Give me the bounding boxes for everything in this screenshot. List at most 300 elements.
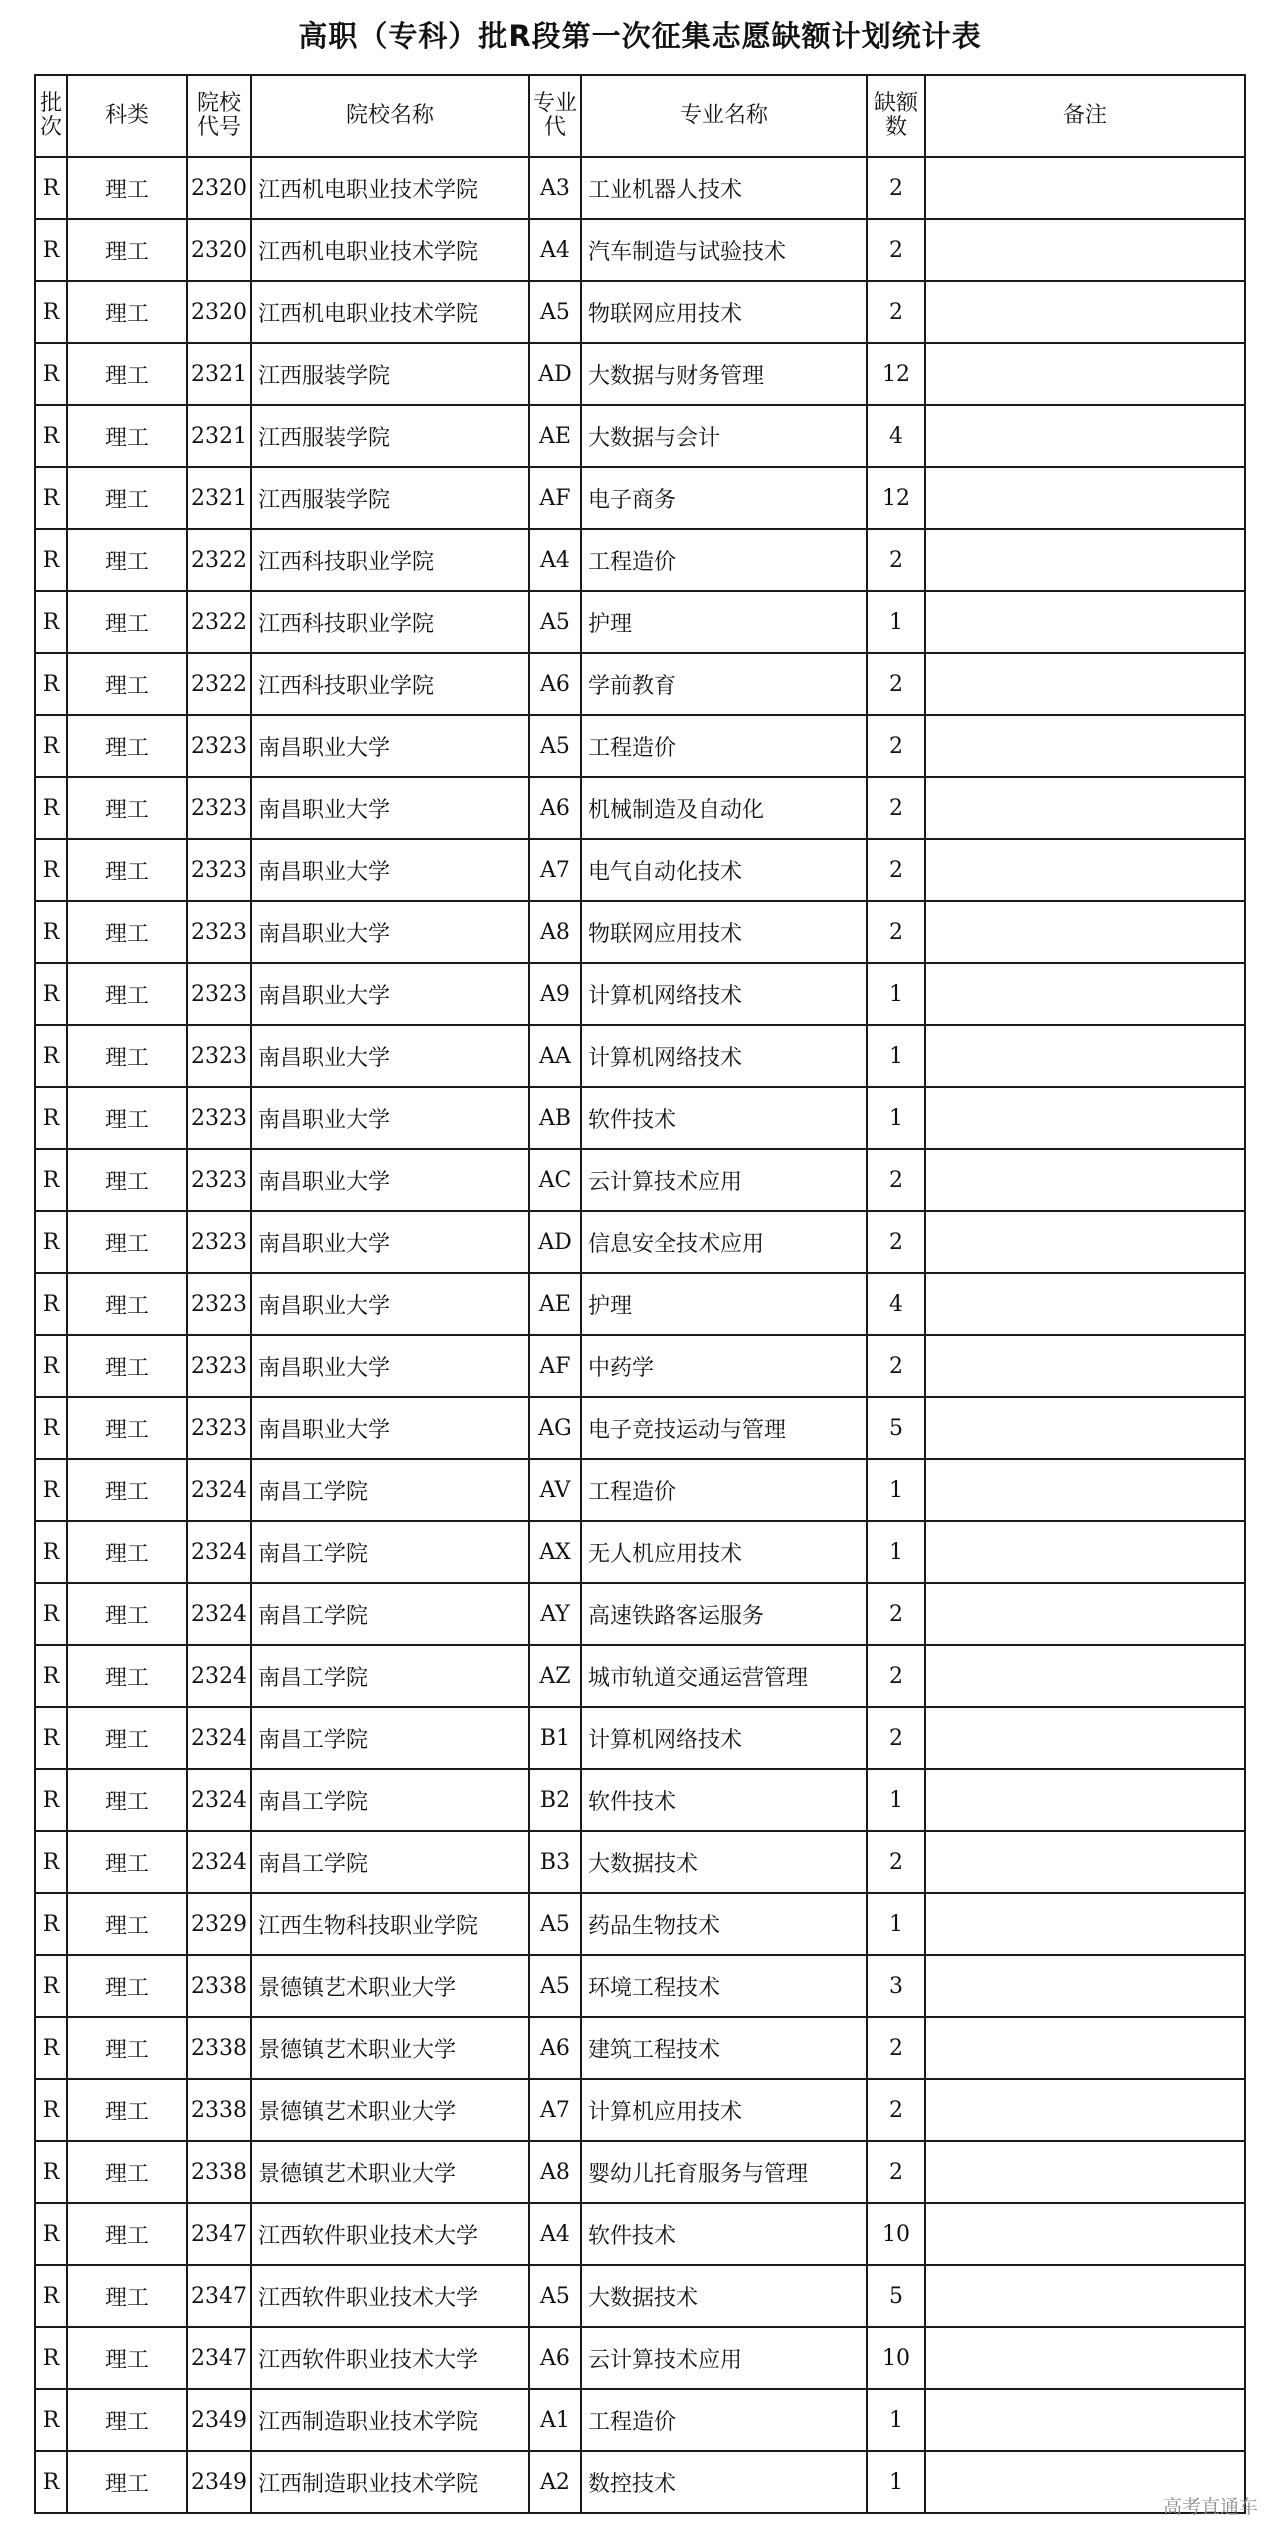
cell-major-code: AE bbox=[529, 1273, 581, 1335]
cell-note bbox=[925, 2327, 1245, 2389]
cell-batch: R bbox=[35, 1831, 67, 1893]
cell-school-code: 2322 bbox=[187, 529, 251, 591]
cell-school-code: 2324 bbox=[187, 1521, 251, 1583]
cell-major-code: A9 bbox=[529, 963, 581, 1025]
cell-major-code: A7 bbox=[529, 839, 581, 901]
cell-school-code: 2323 bbox=[187, 777, 251, 839]
header-school-name: 院校名称 bbox=[251, 75, 529, 157]
cell-category: 理工 bbox=[67, 1087, 187, 1149]
header-major-code: 专业代 bbox=[529, 75, 581, 157]
cell-major-code: AE bbox=[529, 405, 581, 467]
cell-category: 理工 bbox=[67, 1459, 187, 1521]
cell-quota: 1 bbox=[867, 1025, 925, 1087]
cell-major-name: 电子竞技运动与管理 bbox=[581, 1397, 867, 1459]
cell-note bbox=[925, 1149, 1245, 1211]
cell-batch: R bbox=[35, 1273, 67, 1335]
table-row bbox=[35, 653, 1245, 715]
cell-quota: 1 bbox=[867, 1769, 925, 1831]
cell-major-name: 数控技术 bbox=[581, 2451, 867, 2513]
cell-note bbox=[925, 1211, 1245, 1273]
cell-category: 理工 bbox=[67, 1831, 187, 1893]
cell-major-name: 物联网应用技术 bbox=[581, 901, 867, 963]
cell-major-name: 无人机应用技术 bbox=[581, 1521, 867, 1583]
cell-batch: R bbox=[35, 1025, 67, 1087]
cell-batch: R bbox=[35, 2017, 67, 2079]
cell-category: 理工 bbox=[67, 1583, 187, 1645]
table-row bbox=[35, 2451, 1245, 2513]
cell-major-code: A8 bbox=[529, 901, 581, 963]
cell-major-name: 汽车制造与试验技术 bbox=[581, 219, 867, 281]
table-row bbox=[35, 2327, 1245, 2389]
cell-batch: R bbox=[35, 219, 67, 281]
cell-school-name: 江西软件职业技术大学 bbox=[251, 2265, 529, 2327]
cell-note bbox=[925, 1707, 1245, 1769]
cell-school-code: 2338 bbox=[187, 2079, 251, 2141]
cell-major-code: B2 bbox=[529, 1769, 581, 1831]
cell-school-code: 2329 bbox=[187, 1893, 251, 1955]
cell-school-code: 2338 bbox=[187, 2017, 251, 2079]
table-row bbox=[35, 2203, 1245, 2265]
cell-major-code: AV bbox=[529, 1459, 581, 1521]
cell-quota: 2 bbox=[867, 1707, 925, 1769]
cell-quota: 3 bbox=[867, 1955, 925, 2017]
cell-category: 理工 bbox=[67, 467, 187, 529]
cell-category: 理工 bbox=[67, 1521, 187, 1583]
cell-quota: 2 bbox=[867, 1831, 925, 1893]
cell-major-name: 计算机应用技术 bbox=[581, 2079, 867, 2141]
cell-note bbox=[925, 1955, 1245, 2017]
cell-quota: 2 bbox=[867, 157, 925, 219]
cell-note bbox=[925, 653, 1245, 715]
cell-batch: R bbox=[35, 1149, 67, 1211]
cell-note bbox=[925, 219, 1245, 281]
cell-major-code: AC bbox=[529, 1149, 581, 1211]
cell-batch: R bbox=[35, 653, 67, 715]
cell-quota: 2 bbox=[867, 2017, 925, 2079]
cell-batch: R bbox=[35, 715, 67, 777]
header-quota: 缺额数 bbox=[867, 75, 925, 157]
cell-school-code: 2338 bbox=[187, 2141, 251, 2203]
cell-major-code: AX bbox=[529, 1521, 581, 1583]
cell-category: 理工 bbox=[67, 1273, 187, 1335]
cell-school-code: 2322 bbox=[187, 653, 251, 715]
table-row bbox=[35, 777, 1245, 839]
cell-batch: R bbox=[35, 1769, 67, 1831]
cell-batch: R bbox=[35, 777, 67, 839]
cell-school-code: 2323 bbox=[187, 1335, 251, 1397]
cell-major-name: 大数据与财务管理 bbox=[581, 343, 867, 405]
cell-school-code: 2349 bbox=[187, 2451, 251, 2513]
cell-batch: R bbox=[35, 2079, 67, 2141]
cell-major-name: 软件技术 bbox=[581, 1769, 867, 1831]
page-title: 高职（专科）批R段第一次征集志愿缺额计划统计表 bbox=[298, 19, 982, 53]
table-row bbox=[35, 963, 1245, 1025]
cell-quota: 2 bbox=[867, 1645, 925, 1707]
cell-major-name: 机械制造及自动化 bbox=[581, 777, 867, 839]
cell-school-code: 2323 bbox=[187, 839, 251, 901]
cell-category: 理工 bbox=[67, 1025, 187, 1087]
cell-category: 理工 bbox=[67, 2451, 187, 2513]
cell-batch: R bbox=[35, 963, 67, 1025]
table-row bbox=[35, 1831, 1245, 1893]
cell-school-name: 南昌职业大学 bbox=[251, 1149, 529, 1211]
cell-quota: 2 bbox=[867, 1335, 925, 1397]
cell-school-name: 南昌职业大学 bbox=[251, 901, 529, 963]
cell-school-code: 2321 bbox=[187, 467, 251, 529]
cell-category: 理工 bbox=[67, 1893, 187, 1955]
cell-category: 理工 bbox=[67, 343, 187, 405]
cell-major-name: 信息安全技术应用 bbox=[581, 1211, 867, 1273]
cell-school-name: 江西科技职业学院 bbox=[251, 591, 529, 653]
cell-school-name: 南昌职业大学 bbox=[251, 1335, 529, 1397]
cell-category: 理工 bbox=[67, 2141, 187, 2203]
cell-category: 理工 bbox=[67, 901, 187, 963]
cell-category: 理工 bbox=[67, 1955, 187, 2017]
cell-school-code: 2338 bbox=[187, 1955, 251, 2017]
cell-category: 理工 bbox=[67, 1211, 187, 1273]
cell-major-code: B3 bbox=[529, 1831, 581, 1893]
cell-major-code: B1 bbox=[529, 1707, 581, 1769]
cell-batch: R bbox=[35, 2265, 67, 2327]
cell-school-name: 南昌职业大学 bbox=[251, 963, 529, 1025]
cell-major-code: A1 bbox=[529, 2389, 581, 2451]
table-row bbox=[35, 1211, 1245, 1273]
cell-school-name: 江西机电职业技术学院 bbox=[251, 157, 529, 219]
cell-category: 理工 bbox=[67, 405, 187, 467]
cell-school-name: 南昌工学院 bbox=[251, 1831, 529, 1893]
cell-quota: 2 bbox=[867, 1211, 925, 1273]
cell-note bbox=[925, 1459, 1245, 1521]
cell-major-name: 云计算技术应用 bbox=[581, 1149, 867, 1211]
cell-major-name: 计算机网络技术 bbox=[581, 1025, 867, 1087]
cell-note bbox=[925, 1583, 1245, 1645]
cell-major-code: AA bbox=[529, 1025, 581, 1087]
cell-major-name: 软件技术 bbox=[581, 2203, 867, 2265]
cell-school-code: 2320 bbox=[187, 281, 251, 343]
cell-note bbox=[925, 1335, 1245, 1397]
cell-batch: R bbox=[35, 529, 67, 591]
cell-batch: R bbox=[35, 281, 67, 343]
cell-school-code: 2323 bbox=[187, 1087, 251, 1149]
cell-batch: R bbox=[35, 1583, 67, 1645]
cell-school-code: 2347 bbox=[187, 2327, 251, 2389]
cell-major-code: AG bbox=[529, 1397, 581, 1459]
cell-category: 理工 bbox=[67, 2203, 187, 2265]
cell-school-code: 2323 bbox=[187, 901, 251, 963]
cell-quota: 5 bbox=[867, 1397, 925, 1459]
table-row bbox=[35, 901, 1245, 963]
cell-school-code: 2324 bbox=[187, 1707, 251, 1769]
cell-quota: 1 bbox=[867, 2451, 925, 2513]
cell-major-name: 护理 bbox=[581, 591, 867, 653]
cell-school-name: 南昌职业大学 bbox=[251, 715, 529, 777]
cell-note bbox=[925, 157, 1245, 219]
cell-school-name: 南昌职业大学 bbox=[251, 1087, 529, 1149]
cell-quota: 2 bbox=[867, 219, 925, 281]
table-row bbox=[35, 1273, 1245, 1335]
cell-school-name: 景德镇艺术职业大学 bbox=[251, 1955, 529, 2017]
cell-major-code: AZ bbox=[529, 1645, 581, 1707]
cell-category: 理工 bbox=[67, 157, 187, 219]
cell-school-code: 2323 bbox=[187, 1211, 251, 1273]
cell-note bbox=[925, 1831, 1245, 1893]
cell-quota: 2 bbox=[867, 2141, 925, 2203]
cell-note bbox=[925, 1645, 1245, 1707]
cell-school-name: 江西服装学院 bbox=[251, 343, 529, 405]
table-row bbox=[35, 715, 1245, 777]
cell-category: 理工 bbox=[67, 1707, 187, 1769]
cell-school-name: 景德镇艺术职业大学 bbox=[251, 2079, 529, 2141]
cell-note bbox=[925, 467, 1245, 529]
cell-quota: 12 bbox=[867, 343, 925, 405]
cell-major-name: 工程造价 bbox=[581, 529, 867, 591]
cell-major-code: AF bbox=[529, 467, 581, 529]
table-row bbox=[35, 1893, 1245, 1955]
table-row bbox=[35, 1025, 1245, 1087]
cell-major-code: AD bbox=[529, 1211, 581, 1273]
cell-category: 理工 bbox=[67, 777, 187, 839]
cell-batch: R bbox=[35, 1707, 67, 1769]
cell-school-name: 江西服装学院 bbox=[251, 405, 529, 467]
cell-school-name: 景德镇艺术职业大学 bbox=[251, 2141, 529, 2203]
cell-quota: 1 bbox=[867, 2389, 925, 2451]
cell-major-name: 电子商务 bbox=[581, 467, 867, 529]
cell-note bbox=[925, 2389, 1245, 2451]
cell-note bbox=[925, 591, 1245, 653]
cell-major-name: 电气自动化技术 bbox=[581, 839, 867, 901]
cell-category: 理工 bbox=[67, 2389, 187, 2451]
cell-batch: R bbox=[35, 1211, 67, 1273]
cell-category: 理工 bbox=[67, 1645, 187, 1707]
cell-note bbox=[925, 1521, 1245, 1583]
cell-school-name: 江西机电职业技术学院 bbox=[251, 219, 529, 281]
cell-major-name: 工业机器人技术 bbox=[581, 157, 867, 219]
cell-batch: R bbox=[35, 1645, 67, 1707]
cell-major-code: A5 bbox=[529, 1893, 581, 1955]
cell-batch: R bbox=[35, 2327, 67, 2389]
cell-major-name: 大数据技术 bbox=[581, 1831, 867, 1893]
cell-school-name: 南昌工学院 bbox=[251, 1459, 529, 1521]
cell-category: 理工 bbox=[67, 2265, 187, 2327]
cell-school-name: 南昌工学院 bbox=[251, 1645, 529, 1707]
cell-major-code: A2 bbox=[529, 2451, 581, 2513]
cell-batch: R bbox=[35, 2141, 67, 2203]
cell-major-name: 计算机网络技术 bbox=[581, 1707, 867, 1769]
cell-note bbox=[925, 529, 1245, 591]
table-row bbox=[35, 1459, 1245, 1521]
table-row bbox=[35, 529, 1245, 591]
cell-quota: 4 bbox=[867, 1273, 925, 1335]
cell-batch: R bbox=[35, 901, 67, 963]
cell-category: 理工 bbox=[67, 1149, 187, 1211]
cell-major-name: 计算机网络技术 bbox=[581, 963, 867, 1025]
cell-batch: R bbox=[35, 1087, 67, 1149]
cell-school-code: 2323 bbox=[187, 963, 251, 1025]
cell-batch: R bbox=[35, 405, 67, 467]
cell-major-name: 城市轨道交通运营管理 bbox=[581, 1645, 867, 1707]
cell-note bbox=[925, 715, 1245, 777]
cell-major-code: AB bbox=[529, 1087, 581, 1149]
cell-quota: 2 bbox=[867, 901, 925, 963]
cell-school-name: 南昌职业大学 bbox=[251, 777, 529, 839]
cell-school-name: 南昌职业大学 bbox=[251, 839, 529, 901]
cell-school-code: 2349 bbox=[187, 2389, 251, 2451]
cell-batch: R bbox=[35, 839, 67, 901]
cell-quota: 2 bbox=[867, 715, 925, 777]
table-row bbox=[35, 2017, 1245, 2079]
cell-major-code: A6 bbox=[529, 777, 581, 839]
cell-batch: R bbox=[35, 1955, 67, 2017]
cell-note bbox=[925, 343, 1245, 405]
cell-major-name: 工程造价 bbox=[581, 2389, 867, 2451]
cell-note bbox=[925, 2017, 1245, 2079]
quota-table bbox=[34, 74, 1246, 2514]
table-row bbox=[35, 343, 1245, 405]
cell-note bbox=[925, 2079, 1245, 2141]
cell-school-name: 南昌职业大学 bbox=[251, 1211, 529, 1273]
cell-category: 理工 bbox=[67, 2017, 187, 2079]
cell-major-name: 云计算技术应用 bbox=[581, 2327, 867, 2389]
cell-batch: R bbox=[35, 343, 67, 405]
cell-school-name: 江西科技职业学院 bbox=[251, 653, 529, 715]
table-row bbox=[35, 1397, 1245, 1459]
cell-note bbox=[925, 405, 1245, 467]
cell-category: 理工 bbox=[67, 529, 187, 591]
cell-school-name: 江西软件职业技术大学 bbox=[251, 2203, 529, 2265]
cell-major-name: 工程造价 bbox=[581, 1459, 867, 1521]
header-row bbox=[35, 75, 1245, 157]
cell-school-name: 景德镇艺术职业大学 bbox=[251, 2017, 529, 2079]
cell-quota: 1 bbox=[867, 1087, 925, 1149]
cell-major-code: A6 bbox=[529, 2017, 581, 2079]
cell-category: 理工 bbox=[67, 2079, 187, 2141]
cell-major-code: A5 bbox=[529, 1955, 581, 2017]
cell-note bbox=[925, 1397, 1245, 1459]
table-row bbox=[35, 2141, 1245, 2203]
cell-school-code: 2324 bbox=[187, 1459, 251, 1521]
cell-school-name: 江西科技职业学院 bbox=[251, 529, 529, 591]
cell-school-code: 2322 bbox=[187, 591, 251, 653]
cell-note bbox=[925, 2265, 1245, 2327]
cell-school-name: 江西服装学院 bbox=[251, 467, 529, 529]
cell-quota: 1 bbox=[867, 1459, 925, 1521]
cell-quota: 2 bbox=[867, 529, 925, 591]
cell-major-name: 大数据与会计 bbox=[581, 405, 867, 467]
cell-school-name: 江西制造职业技术学院 bbox=[251, 2451, 529, 2513]
cell-quota: 10 bbox=[867, 2203, 925, 2265]
table-row bbox=[35, 1769, 1245, 1831]
cell-note bbox=[925, 1025, 1245, 1087]
table-row bbox=[35, 467, 1245, 529]
cell-quota: 10 bbox=[867, 2327, 925, 2389]
cell-major-name: 药品生物技术 bbox=[581, 1893, 867, 1955]
cell-school-code: 2320 bbox=[187, 219, 251, 281]
cell-school-name: 江西机电职业技术学院 bbox=[251, 281, 529, 343]
cell-category: 理工 bbox=[67, 1769, 187, 1831]
cell-school-code: 2323 bbox=[187, 1397, 251, 1459]
cell-school-code: 2321 bbox=[187, 343, 251, 405]
table-row bbox=[35, 1583, 1245, 1645]
cell-major-name: 学前教育 bbox=[581, 653, 867, 715]
cell-category: 理工 bbox=[67, 219, 187, 281]
cell-batch: R bbox=[35, 2389, 67, 2451]
cell-batch: R bbox=[35, 1893, 67, 1955]
cell-school-code: 2324 bbox=[187, 1583, 251, 1645]
cell-school-name: 南昌工学院 bbox=[251, 1583, 529, 1645]
cell-category: 理工 bbox=[67, 715, 187, 777]
cell-quota: 5 bbox=[867, 2265, 925, 2327]
cell-school-name: 南昌职业大学 bbox=[251, 1273, 529, 1335]
header-batch: 批次 bbox=[35, 75, 67, 157]
cell-major-name: 高速铁路客运服务 bbox=[581, 1583, 867, 1645]
cell-batch: R bbox=[35, 591, 67, 653]
cell-quota: 2 bbox=[867, 2079, 925, 2141]
cell-school-code: 2323 bbox=[187, 1025, 251, 1087]
cell-note bbox=[925, 1769, 1245, 1831]
cell-school-name: 南昌工学院 bbox=[251, 1769, 529, 1831]
cell-quota: 12 bbox=[867, 467, 925, 529]
cell-batch: R bbox=[35, 2451, 67, 2513]
cell-quota: 2 bbox=[867, 281, 925, 343]
cell-quota: 2 bbox=[867, 839, 925, 901]
cell-quota: 4 bbox=[867, 405, 925, 467]
cell-note bbox=[925, 901, 1245, 963]
cell-category: 理工 bbox=[67, 653, 187, 715]
cell-category: 理工 bbox=[67, 1335, 187, 1397]
cell-major-code: AF bbox=[529, 1335, 581, 1397]
cell-major-name: 环境工程技术 bbox=[581, 1955, 867, 2017]
cell-batch: R bbox=[35, 1397, 67, 1459]
cell-major-code: AD bbox=[529, 343, 581, 405]
cell-major-name: 中药学 bbox=[581, 1335, 867, 1397]
cell-school-name: 南昌工学院 bbox=[251, 1521, 529, 1583]
cell-major-code: AY bbox=[529, 1583, 581, 1645]
cell-quota: 2 bbox=[867, 777, 925, 839]
watermark-text: 高考直通车 bbox=[1162, 2496, 1258, 2518]
cell-quota: 1 bbox=[867, 1521, 925, 1583]
cell-major-name: 大数据技术 bbox=[581, 2265, 867, 2327]
cell-major-name: 建筑工程技术 bbox=[581, 2017, 867, 2079]
cell-school-code: 2347 bbox=[187, 2265, 251, 2327]
table-row bbox=[35, 1645, 1245, 1707]
cell-major-name: 物联网应用技术 bbox=[581, 281, 867, 343]
cell-category: 理工 bbox=[67, 1397, 187, 1459]
table-row bbox=[35, 2389, 1245, 2451]
cell-batch: R bbox=[35, 467, 67, 529]
cell-school-code: 2323 bbox=[187, 715, 251, 777]
table-row bbox=[35, 1707, 1245, 1769]
cell-note bbox=[925, 1087, 1245, 1149]
cell-school-name: 南昌工学院 bbox=[251, 1707, 529, 1769]
table-row bbox=[35, 1955, 1245, 2017]
cell-quota: 2 bbox=[867, 653, 925, 715]
cell-quota: 1 bbox=[867, 591, 925, 653]
cell-batch: R bbox=[35, 1459, 67, 1521]
cell-major-name: 工程造价 bbox=[581, 715, 867, 777]
cell-category: 理工 bbox=[67, 591, 187, 653]
cell-category: 理工 bbox=[67, 281, 187, 343]
cell-school-code: 2323 bbox=[187, 1273, 251, 1335]
cell-school-code: 2347 bbox=[187, 2203, 251, 2265]
cell-note bbox=[925, 963, 1245, 1025]
cell-batch: R bbox=[35, 1521, 67, 1583]
cell-school-name: 南昌职业大学 bbox=[251, 1025, 529, 1087]
cell-note bbox=[925, 839, 1245, 901]
table-row bbox=[35, 157, 1245, 219]
cell-major-code: A4 bbox=[529, 2203, 581, 2265]
cell-note bbox=[925, 2203, 1245, 2265]
table-row bbox=[35, 2265, 1245, 2327]
